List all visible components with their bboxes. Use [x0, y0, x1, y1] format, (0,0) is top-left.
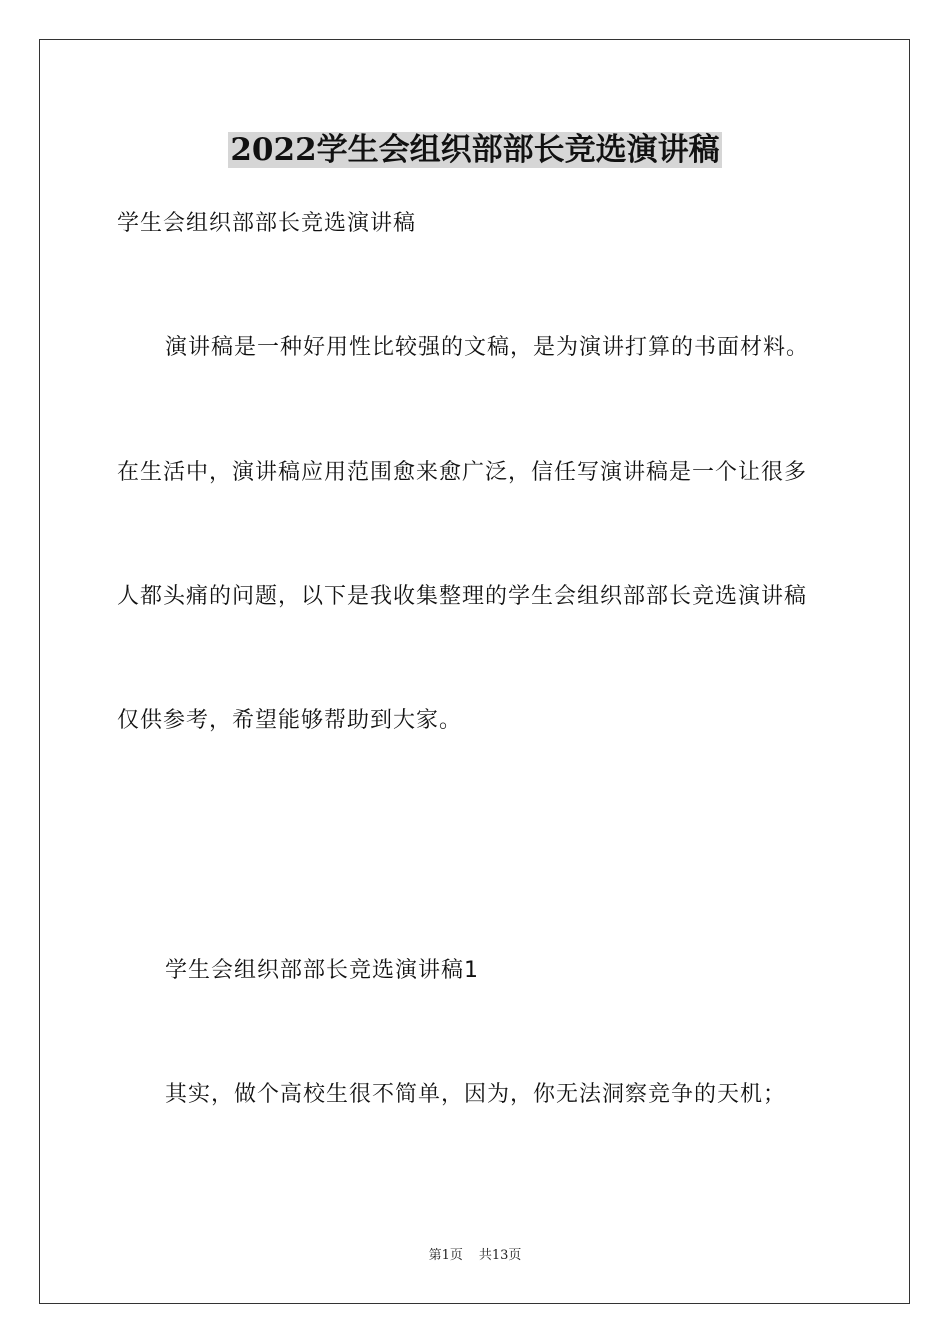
document-title-text: 2022学生会组织部部长竞选演讲稿 [230, 132, 720, 168]
paragraph-line: 在生活中，演讲稿应用范围愈来愈广泛，信任写演讲稿是一个让很多 [117, 460, 808, 485]
document-subtitle: 学生会组织部部长竞选演讲稿 [117, 211, 417, 236]
section-heading: 学生会组织部部长竞选演讲稿1 [165, 958, 479, 983]
page-number: 第1页 [428, 1248, 463, 1263]
page-footer [0, 1247, 950, 1265]
document-title [0, 128, 950, 172]
paragraph-line: 仅供参考，希望能够帮助到大家。 [117, 708, 463, 733]
page-total: 共13页 [478, 1248, 522, 1263]
paragraph-line: 其实，做个高校生很不简单，因为，你无法洞察竞争的天机； [165, 1082, 787, 1107]
paragraph-line: 演讲稿是一种好用性比较强的文稿，是为演讲打算的书面材料。 [165, 335, 810, 360]
paragraph-line: 人都头痛的问题，以下是我收集整理的学生会组织部部长竞选演讲稿 [117, 584, 808, 609]
